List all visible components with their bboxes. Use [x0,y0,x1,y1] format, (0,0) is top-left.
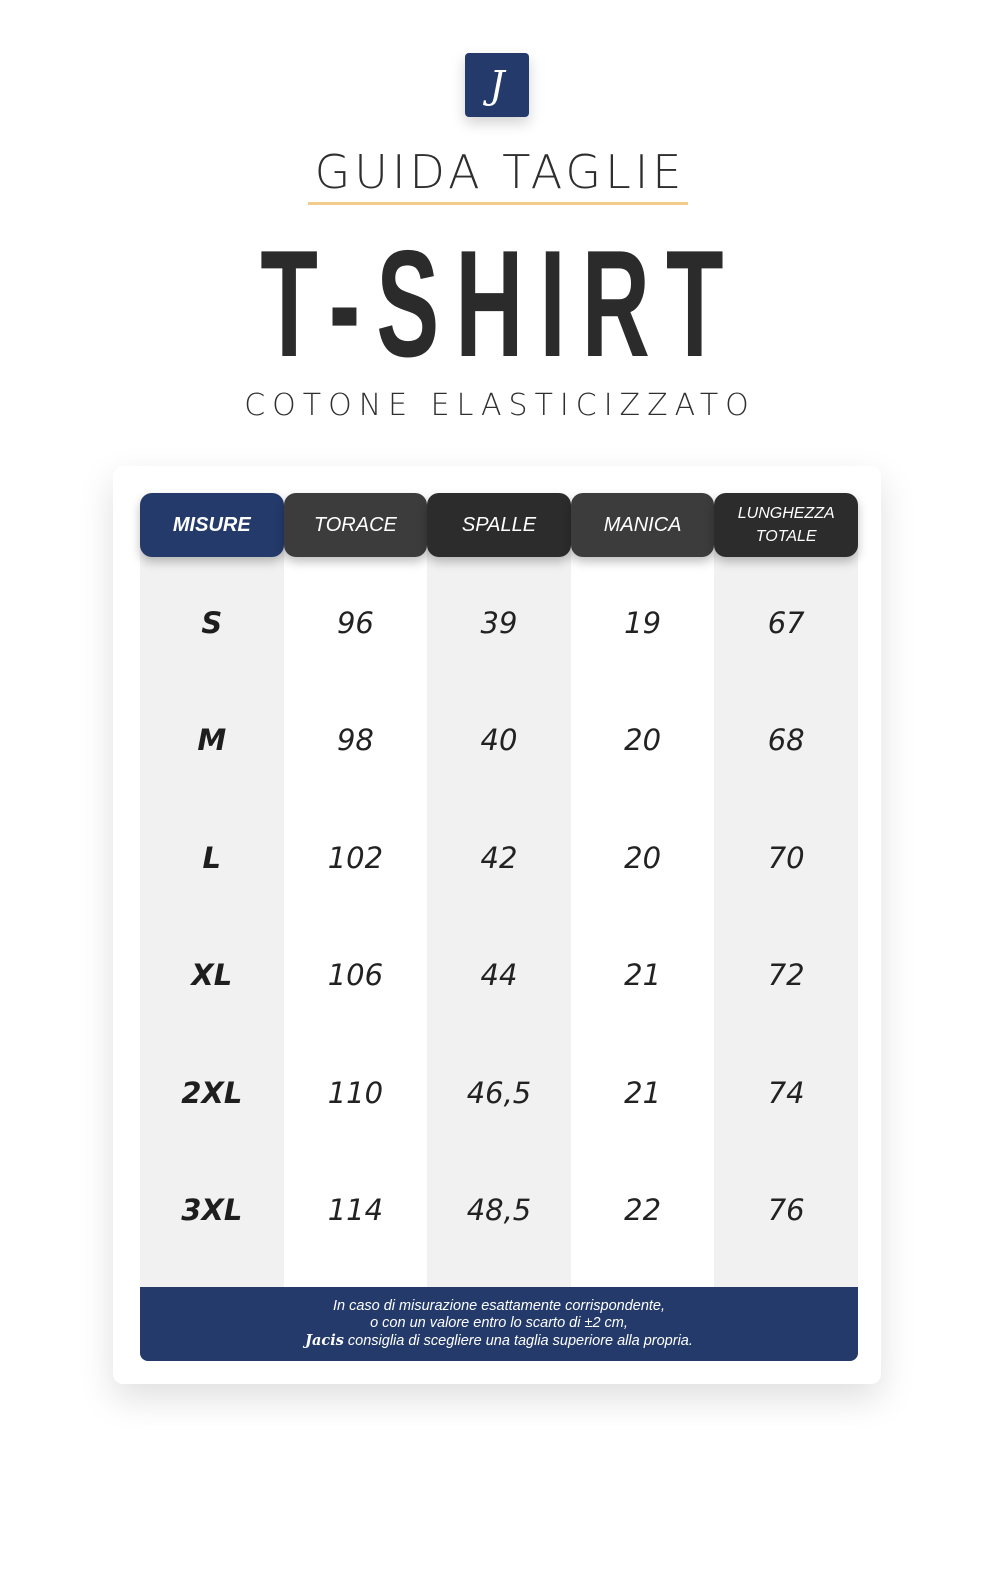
cell-spalle: 42 [480,841,518,875]
cell-size: XL [191,958,233,992]
header-spalle: SPALLE [427,493,571,557]
header-lunghezza-line1: LUNGHEZZA [737,505,835,522]
note-line-1: In caso di misurazione esattamente corrispondente, [332,1298,666,1314]
cell-manica: 21 [624,958,662,992]
cell-manica: 19 [624,606,662,640]
note-line-3 [305,1332,693,1350]
column-lunghezza-bg [714,533,858,1287]
cell-size: 3XL [181,1193,243,1227]
header-manica: MANICA [571,493,715,557]
size-advice-note [140,1287,858,1361]
column-spalle-bg [427,533,571,1287]
guide-title-underline [308,202,688,205]
cell-size: M [197,723,227,757]
cell-lunghezza: 70 [767,841,805,875]
cell-lunghezza: 72 [767,958,805,992]
header-lunghezza-totale [714,493,858,557]
cell-spalle: 48,5 [466,1193,532,1227]
note-line-2: o con un valore entro lo scarto di ±2 cm, [370,1315,628,1331]
product-title: T-SHIRT [260,219,740,389]
brand-logo-mark: J [489,63,505,107]
guide-title: GUIDA TAGLIE [314,145,686,199]
brand-name: Jacis [305,1332,344,1349]
cell-lunghezza: 76 [767,1193,805,1227]
note-line-3-text: consiglia di scegliere una taglia superiore alla propria. [343,1333,693,1349]
cell-spalle: 44 [480,958,518,992]
header-misure: MISURE [140,493,284,557]
cell-spalle: 46,5 [466,1076,532,1110]
cell-torace: 98 [336,723,374,757]
cell-size: L [202,841,222,875]
cell-manica: 21 [624,1076,662,1110]
cell-manica: 22 [624,1193,662,1227]
cell-lunghezza: 67 [767,606,805,640]
brand-logo [465,53,529,117]
column-manica-bg [571,533,715,1287]
cell-manica: 20 [624,723,662,757]
column-torace-bg [284,533,428,1287]
cell-size: 2XL [181,1076,243,1110]
cell-lunghezza: 68 [767,723,805,757]
column-misure-bg [140,533,284,1287]
cell-torace: 106 [327,958,384,992]
cell-torace: 96 [336,606,374,640]
header-torace: TORACE [284,493,428,557]
cell-manica: 20 [624,841,662,875]
cell-torace: 102 [327,841,384,875]
product-subtitle: COTONE ELASTICIZZATO [244,388,756,423]
cell-lunghezza: 74 [767,1076,805,1110]
cell-torace: 110 [327,1076,384,1110]
size-table [140,493,858,1361]
cell-spalle: 40 [480,723,518,757]
cell-torace: 114 [327,1193,384,1227]
header-lunghezza-line2: TOTALE [755,528,817,545]
cell-spalle: 39 [480,606,518,640]
cell-size: S [201,606,223,640]
